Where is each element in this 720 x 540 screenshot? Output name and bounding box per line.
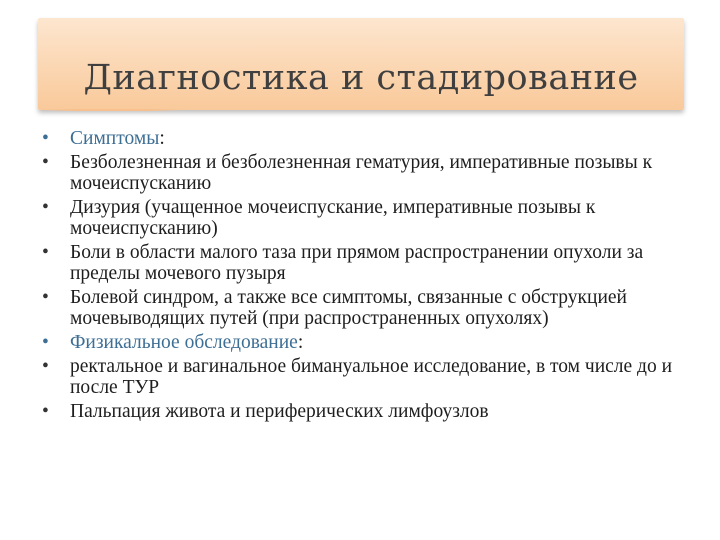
bullet-icon: •: [42, 197, 49, 218]
list-item-text: ректальное и вагинальное бимануальное исследование, в том числе до и после ТУР: [70, 356, 673, 398]
list-item-exam-heading: [40, 332, 690, 353]
list-item: [40, 242, 690, 284]
bullet-icon: •: [42, 332, 49, 353]
list-item: [40, 197, 690, 239]
bullet-icon: •: [42, 287, 49, 308]
bullet-icon: •: [42, 356, 49, 377]
list-item-colon: :: [297, 332, 304, 353]
list-item-symptoms-heading: [40, 128, 690, 149]
list-item-text: Пальпация живота и периферических лимфоузлов: [70, 401, 489, 422]
list-item-text: Безболезненная и безболезненная гематурия, императивные позывы к мочеиспусканию: [70, 152, 653, 194]
list-item-label: Физикальное обследование: [70, 332, 298, 353]
bullet-icon: •: [42, 128, 49, 149]
list-item: [40, 401, 690, 422]
list-item: [40, 356, 690, 398]
list-item-text: Болевой синдром, а также все симптомы, связанные с обструкцией мочевыводящих путей (при распространенных опухолях): [70, 287, 627, 329]
bullet-icon: •: [42, 242, 49, 263]
bullet-icon: •: [42, 401, 49, 422]
bullet-icon: •: [42, 152, 49, 173]
list-item-label: Симптомы: [70, 128, 160, 149]
list-item-text: Дизурия (учащенное мочеиспускание, императивные позывы к мочеиспусканию): [70, 197, 596, 239]
title-underline-divider: [40, 109, 182, 111]
list-item-text: Боли в области малого таза при прямом распространении опухоли за пределы мочевого пузыря: [70, 242, 644, 284]
title-banner: [38, 18, 684, 110]
bullet-list: [40, 128, 690, 425]
list-item: [40, 287, 690, 329]
list-item: [40, 152, 690, 194]
slide-title: Диагностика и стадирование: [83, 58, 639, 98]
list-item-colon: :: [159, 128, 165, 149]
